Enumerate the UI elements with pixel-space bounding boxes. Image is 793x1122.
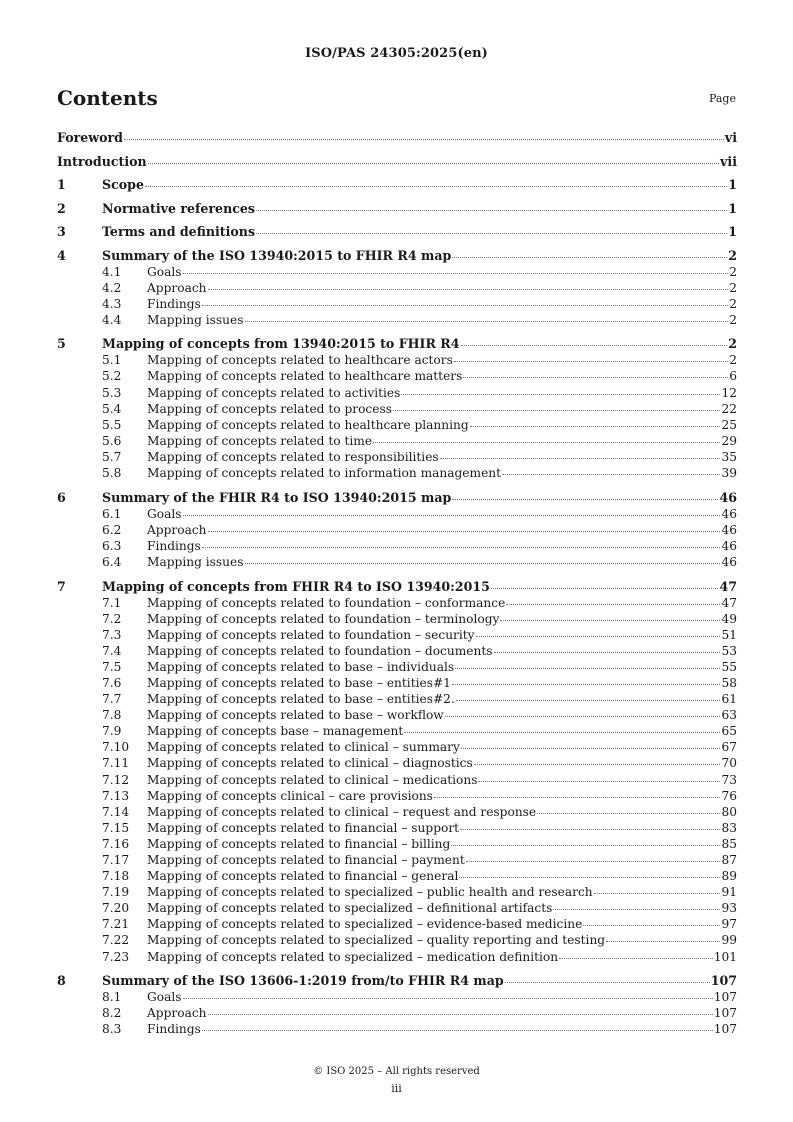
toc-entry[interactable] bbox=[57, 449, 737, 465]
toc-entry-number: 8.1 bbox=[102, 990, 122, 1005]
toc-entry-number: 6.1 bbox=[102, 506, 122, 521]
toc-entry-page: 107 bbox=[710, 973, 737, 989]
toc-entry-title: Mapping of concepts related to clinical – summary bbox=[147, 740, 460, 755]
toc-dot-leader bbox=[502, 473, 720, 475]
toc-entry-number: 7.17 bbox=[102, 853, 130, 867]
toc-entry-title: Goals bbox=[147, 990, 182, 1005]
toc-dot-leader bbox=[460, 828, 720, 830]
toc-entry[interactable] bbox=[57, 723, 737, 739]
toc-entry-number: 7.18 bbox=[102, 869, 130, 884]
toc-entry-title: Mapping of concepts from FHIR R4 to ISO 13940:2015 bbox=[102, 578, 490, 594]
toc-entry-page: 87 bbox=[721, 853, 737, 867]
toc-entry-title: Mapping of concepts related to clinical – request and response bbox=[147, 804, 537, 819]
toc-dot-leader bbox=[461, 344, 728, 346]
toc-entry-page: 107 bbox=[713, 990, 737, 1005]
toc-entry-number: 3 bbox=[57, 224, 66, 239]
toc-entry-number: 7.11 bbox=[102, 756, 130, 771]
toc-entry-number: 7.8 bbox=[102, 708, 122, 723]
toc-entry-number: 7.1 bbox=[102, 595, 122, 610]
toc-entry[interactable] bbox=[57, 130, 737, 154]
toc-entry-page: 55 bbox=[721, 659, 737, 674]
toc-entry-page: 97 bbox=[721, 917, 737, 932]
toc-entry-number: 8 bbox=[57, 973, 66, 989]
toc-entry-page: 25 bbox=[721, 417, 737, 432]
toc-entry-page: 2 bbox=[728, 247, 737, 263]
toc-entry[interactable] bbox=[57, 916, 737, 932]
toc-entry[interactable] bbox=[57, 201, 737, 225]
toc-entry[interactable] bbox=[57, 627, 737, 643]
toc-dot-leader bbox=[434, 796, 721, 798]
toc-entry-title: Goals bbox=[147, 264, 182, 279]
toc-dot-leader bbox=[404, 731, 720, 733]
toc-dot-leader bbox=[452, 683, 721, 685]
toc-entry-page: 89 bbox=[721, 869, 737, 884]
toc-entry-title: Goals bbox=[147, 506, 182, 521]
toc-entry-page: 76 bbox=[721, 788, 737, 803]
toc-entry-number: 6.4 bbox=[102, 554, 122, 569]
toc-entry-number: 7.5 bbox=[102, 659, 122, 674]
toc-entry-number: 4.2 bbox=[102, 280, 122, 295]
toc-entry-title: Mapping of concepts related to healthcare matters bbox=[147, 369, 463, 384]
toc-entry-page: 99 bbox=[721, 933, 737, 948]
toc-entry-title: Mapping of concepts related to base – entities#2. bbox=[147, 692, 455, 707]
toc-entry-title: Foreword bbox=[57, 130, 123, 145]
toc-entry-page: 1 bbox=[728, 224, 737, 239]
toc-entry-title: Mapping of concepts related to specialized – definitional artifacts bbox=[147, 901, 553, 916]
toc-entry[interactable] bbox=[57, 772, 737, 788]
toc-entry-number: 7.4 bbox=[102, 643, 122, 658]
toc-entry[interactable] bbox=[57, 336, 737, 352]
toc-entry-page: 46 bbox=[719, 489, 737, 505]
toc-entry-number: 6.3 bbox=[102, 538, 122, 553]
toc-entry[interactable] bbox=[57, 312, 737, 337]
toc-dot-leader bbox=[454, 360, 728, 362]
toc-entry-number: 1 bbox=[57, 177, 66, 192]
toc-dot-leader bbox=[500, 619, 720, 621]
toc-entry-page: 29 bbox=[721, 433, 737, 448]
toc-entry-number: 7.22 bbox=[102, 933, 130, 948]
toc-entry-title: Mapping of concepts related to time bbox=[147, 433, 373, 448]
toc-dot-leader bbox=[148, 162, 719, 164]
toc-entry-page: 12 bbox=[721, 385, 737, 400]
toc-entry[interactable] bbox=[57, 949, 737, 974]
toc-entry[interactable] bbox=[57, 659, 737, 675]
toc-entry[interactable] bbox=[57, 280, 737, 296]
toc-entry[interactable] bbox=[57, 932, 737, 948]
toc-dot-leader bbox=[452, 498, 718, 500]
toc-entry-title: Findings bbox=[147, 538, 201, 553]
toc-dot-leader bbox=[491, 587, 719, 589]
toc-entry-title: Normative references bbox=[102, 200, 256, 216]
toc-dot-leader bbox=[145, 185, 727, 187]
toc-entry[interactable] bbox=[57, 989, 737, 1005]
toc-entry-number: 7.13 bbox=[102, 788, 130, 803]
toc-entry[interactable] bbox=[57, 900, 737, 916]
toc-dot-leader bbox=[202, 546, 721, 548]
toc-entry-page: 46 bbox=[721, 538, 737, 553]
toc-entry-number: 5.3 bbox=[102, 385, 122, 400]
toc-entry-page: vi bbox=[724, 130, 737, 145]
toc-entry[interactable] bbox=[57, 433, 737, 449]
toc-dot-leader bbox=[594, 892, 721, 894]
toc-entry-page: 2 bbox=[729, 296, 737, 311]
toc-entry-page: 63 bbox=[721, 708, 737, 723]
toc-dot-leader bbox=[456, 699, 721, 701]
toc-entry-page: 46 bbox=[721, 522, 737, 537]
page-number: iii bbox=[391, 1082, 402, 1095]
toc-dot-leader bbox=[463, 376, 728, 378]
toc-entry-number: 8.2 bbox=[102, 1006, 122, 1021]
toc-dot-leader bbox=[183, 272, 729, 274]
toc-entry-title: Scope bbox=[102, 177, 144, 192]
toc-entry-page: 65 bbox=[721, 724, 737, 739]
toc-entry-title: Mapping of concepts related to foundation – conformance bbox=[147, 595, 506, 610]
toc-entry-title: Findings bbox=[147, 1022, 201, 1037]
toc-entry-title: Mapping of concepts related to foundation – security bbox=[147, 627, 475, 642]
toc-entry-title: Mapping of concepts related to responsibilities bbox=[147, 449, 439, 464]
toc-entry[interactable] bbox=[57, 643, 737, 659]
toc-entry-number: 7.21 bbox=[102, 917, 130, 932]
toc-entry-page: 2 bbox=[729, 280, 737, 295]
toc-dot-leader bbox=[470, 425, 721, 427]
toc-entry[interactable] bbox=[57, 385, 737, 401]
toc-entry-page: 6 bbox=[729, 369, 737, 384]
toc-entry[interactable] bbox=[57, 1021, 737, 1037]
toc-entry-number: 4.1 bbox=[102, 264, 122, 279]
toc-entry-title: Introduction bbox=[57, 153, 147, 169]
toc-entry-number: 5.2 bbox=[102, 369, 122, 384]
toc-entry-page: 2 bbox=[729, 264, 737, 279]
toc-entry[interactable] bbox=[57, 611, 737, 627]
toc-entry[interactable] bbox=[57, 368, 737, 384]
toc-entry[interactable] bbox=[57, 707, 737, 723]
toc-entry[interactable] bbox=[57, 224, 737, 248]
toc-dot-leader bbox=[476, 635, 721, 637]
toc-entry-title: Mapping of concepts related to activities bbox=[147, 385, 401, 400]
toc-entry-title: Mapping of concepts related to specialized – medication definition bbox=[147, 949, 559, 964]
toc-entry-title: Mapping issues bbox=[147, 554, 244, 569]
toc-entry-number: 7.12 bbox=[102, 772, 130, 787]
toc-entry[interactable] bbox=[57, 675, 737, 691]
toc-dot-leader bbox=[474, 763, 721, 765]
toc-entry[interactable] bbox=[57, 154, 737, 178]
toc-dot-leader bbox=[256, 232, 727, 234]
toc-dot-leader bbox=[208, 1013, 713, 1015]
toc-entry-title: Mapping of concepts related to financial – support bbox=[147, 820, 460, 835]
toc-entry-title: Mapping issues bbox=[147, 312, 244, 327]
toc-entry-page: 93 bbox=[721, 901, 737, 916]
toc-dot-leader bbox=[373, 441, 720, 443]
toc-entry-number: 4 bbox=[57, 247, 66, 263]
toc-entry-page: 80 bbox=[721, 804, 737, 819]
toc-entry-page: 85 bbox=[721, 836, 737, 851]
toc-entry[interactable] bbox=[57, 884, 737, 900]
toc-entry[interactable] bbox=[57, 595, 737, 611]
toc-dot-leader bbox=[461, 747, 721, 749]
toc-entry-title: Mapping of concepts clinical – care provisions bbox=[147, 788, 433, 803]
toc-entry-number: 5 bbox=[57, 336, 66, 352]
toc-entry-title: Mapping of concepts related to process bbox=[147, 401, 392, 416]
toc-entry-title: Terms and definitions bbox=[102, 224, 256, 239]
toc-entry[interactable] bbox=[57, 538, 737, 554]
toc-entry-page: 107 bbox=[713, 1022, 737, 1037]
toc-entry-title: Mapping of concepts related to information management bbox=[147, 466, 502, 481]
toc-entry-page: 2 bbox=[728, 336, 737, 352]
toc-entry[interactable] bbox=[57, 296, 737, 312]
toc-dot-leader bbox=[124, 138, 724, 140]
toc-entry-title: Mapping of concepts related to financial – payment bbox=[147, 853, 465, 867]
toc-entry[interactable] bbox=[57, 554, 737, 579]
toc-entry-title: Mapping of concepts related to specialized – quality reporting and testing bbox=[147, 933, 606, 948]
toc-entry-title: Mapping of concepts related to foundation – documents bbox=[147, 643, 493, 658]
toc-entry-page: 22 bbox=[721, 401, 737, 416]
toc-entry-number: 5.4 bbox=[102, 401, 122, 416]
toc-dot-leader bbox=[393, 409, 721, 411]
toc-entry-number: 5.5 bbox=[102, 417, 122, 432]
toc-entry[interactable] bbox=[57, 804, 737, 820]
toc-entry-title: Mapping of concepts related to clinical – medications bbox=[147, 772, 478, 787]
toc-entry-number: 7.23 bbox=[102, 949, 130, 964]
toc-entry-title: Mapping of concepts related to specialized – evidence-based medicine bbox=[147, 917, 583, 932]
toc-entry[interactable] bbox=[57, 739, 737, 755]
toc-dot-leader bbox=[256, 209, 727, 211]
toc-entry-title: Mapping of concepts related to clinical – diagnostics bbox=[147, 756, 473, 771]
toc-entry[interactable] bbox=[57, 522, 737, 538]
toc-entry[interactable] bbox=[57, 691, 737, 707]
toc-entry-number: 5.7 bbox=[102, 449, 122, 464]
toc-dot-leader bbox=[505, 981, 710, 983]
toc-entry[interactable] bbox=[57, 264, 737, 280]
toc-dot-leader bbox=[455, 667, 720, 669]
toc-dot-leader bbox=[245, 320, 729, 322]
toc-entry-title: Summary of the ISO 13940:2015 to FHIR R4 map bbox=[102, 247, 452, 263]
toc-entry-title: Mapping of concepts base – management bbox=[147, 724, 404, 739]
toc-dot-leader bbox=[559, 957, 713, 959]
toc-dot-leader bbox=[506, 603, 720, 605]
toc-entry-page: 35 bbox=[721, 449, 737, 464]
toc-entry-number: 7.6 bbox=[102, 675, 122, 690]
toc-dot-leader bbox=[183, 997, 713, 999]
toc-dot-leader bbox=[494, 651, 721, 653]
toc-entry-number: 5.8 bbox=[102, 466, 122, 481]
toc-entry-page: 49 bbox=[721, 611, 737, 626]
toc-entry-number: 5.6 bbox=[102, 433, 122, 448]
toc-entry-page: 107 bbox=[713, 1006, 737, 1021]
toc-entry-page: 61 bbox=[721, 692, 737, 707]
toc-dot-leader bbox=[208, 530, 721, 532]
toc-entry-title: Findings bbox=[147, 296, 201, 311]
toc-dot-leader bbox=[401, 393, 720, 395]
toc-entry-title: Summary of the FHIR R4 to ISO 13940:2015 map bbox=[102, 489, 452, 505]
toc-entry-number: 7.2 bbox=[102, 611, 122, 626]
toc-dot-leader bbox=[452, 256, 727, 258]
table-of-contents bbox=[57, 130, 737, 1037]
toc-entry-title: Summary of the ISO 13606-1:2019 from/to FHIR R4 map bbox=[102, 973, 504, 989]
toc-entry-number: 4.3 bbox=[102, 296, 122, 311]
toc-entry-title: Mapping of concepts related to base – individuals bbox=[147, 659, 455, 674]
toc-entry-number: 7.15 bbox=[102, 820, 130, 835]
toc-dot-leader bbox=[583, 924, 720, 926]
toc-dot-leader bbox=[459, 876, 720, 878]
toc-dot-leader bbox=[466, 860, 721, 862]
toc-dot-leader bbox=[202, 1029, 713, 1031]
toc-entry[interactable] bbox=[57, 352, 737, 368]
toc-entry-number: 7.9 bbox=[102, 724, 122, 739]
toc-entry-page: 70 bbox=[721, 756, 737, 771]
toc-entry[interactable] bbox=[57, 490, 737, 506]
toc-dot-leader bbox=[451, 844, 720, 846]
toc-entry-page: 67 bbox=[721, 740, 737, 755]
toc-entry-page: 51 bbox=[721, 627, 737, 642]
toc-dot-leader bbox=[245, 562, 721, 564]
toc-entry-page: 53 bbox=[721, 643, 737, 658]
toc-entry[interactable] bbox=[57, 1005, 737, 1021]
toc-dot-leader bbox=[537, 812, 720, 814]
toc-entry-page: 101 bbox=[713, 949, 737, 964]
toc-entry-page: 2 bbox=[729, 312, 737, 327]
toc-dot-leader bbox=[445, 715, 721, 717]
toc-dot-leader bbox=[606, 940, 720, 942]
toc-entry[interactable] bbox=[57, 401, 737, 417]
toc-entry-page: 1 bbox=[728, 200, 737, 216]
toc-entry-number: 6.2 bbox=[102, 522, 122, 537]
toc-entry-page: 73 bbox=[721, 772, 737, 787]
toc-entry-title: Mapping of concepts from 13940:2015 to FHIR R4 bbox=[102, 336, 460, 352]
toc-entry[interactable] bbox=[57, 788, 737, 804]
toc-entry-page: 39 bbox=[721, 466, 737, 481]
copyright-notice: © ISO 2025 – All rights reserved bbox=[313, 1066, 480, 1077]
toc-dot-leader bbox=[440, 457, 721, 459]
toc-entry-title: Mapping of concepts related to base – entities#1 bbox=[147, 675, 451, 690]
contents-title: Contents bbox=[57, 86, 158, 110]
toc-entry-number: 7.14 bbox=[102, 804, 130, 819]
toc-entry-title: Mapping of concepts related to financial – general bbox=[147, 869, 459, 884]
toc-entry-title: Mapping of concepts related to financial – billing bbox=[147, 836, 451, 851]
toc-entry-title: Mapping of concepts related to foundation – terminology bbox=[147, 611, 500, 626]
toc-entry-number: 7.19 bbox=[102, 885, 130, 900]
toc-entry-page: 1 bbox=[728, 177, 737, 192]
toc-entry-page: 47 bbox=[719, 578, 737, 594]
toc-entry-number: 6 bbox=[57, 489, 66, 505]
toc-entry-title: Mapping of concepts related to healthcare planning bbox=[147, 417, 469, 432]
toc-entry-page: 2 bbox=[729, 353, 737, 368]
toc-entry[interactable] bbox=[57, 465, 737, 490]
toc-entry[interactable] bbox=[57, 506, 737, 522]
toc-entry[interactable] bbox=[57, 177, 737, 201]
toc-entry-page: 91 bbox=[721, 885, 737, 900]
toc-entry[interactable] bbox=[57, 417, 737, 433]
toc-entry-title: Mapping of concepts related to specialized – public health and research bbox=[147, 885, 593, 900]
toc-entry-title: Mapping of concepts related to base – workflow bbox=[147, 708, 444, 723]
toc-entry-title: Approach bbox=[147, 1006, 207, 1021]
toc-entry[interactable] bbox=[57, 852, 737, 868]
toc-entry-number: 7.20 bbox=[102, 901, 130, 916]
toc-dot-leader bbox=[202, 304, 728, 306]
toc-entry-page: 47 bbox=[721, 595, 737, 610]
toc-entry-page: 46 bbox=[721, 554, 737, 569]
toc-entry[interactable] bbox=[57, 755, 737, 771]
toc-entry-number: 7.10 bbox=[102, 740, 130, 755]
toc-entry[interactable] bbox=[57, 973, 737, 989]
toc-entry[interactable] bbox=[57, 248, 737, 264]
toc-entry-number: 2 bbox=[57, 200, 66, 216]
toc-entry[interactable] bbox=[57, 868, 737, 884]
toc-entry-page: 83 bbox=[721, 820, 737, 835]
toc-dot-leader bbox=[553, 908, 720, 910]
toc-entry-number: 7.3 bbox=[102, 627, 122, 642]
toc-dot-leader bbox=[183, 514, 721, 516]
toc-entry-number: 7.7 bbox=[102, 692, 122, 707]
toc-entry-page: 58 bbox=[721, 675, 737, 690]
toc-entry-title: Approach bbox=[147, 522, 207, 537]
toc-entry-page: 46 bbox=[721, 506, 737, 521]
toc-entry-number: 7.16 bbox=[102, 836, 130, 851]
toc-dot-leader bbox=[208, 288, 729, 290]
toc-entry[interactable] bbox=[57, 836, 737, 852]
toc-entry-number: 5.1 bbox=[102, 353, 122, 368]
document-header: ISO/PAS 24305:2025(en) bbox=[305, 46, 488, 61]
toc-entry[interactable] bbox=[57, 820, 737, 836]
toc-entry-number: 8.3 bbox=[102, 1022, 122, 1037]
toc-entry-number: 7 bbox=[57, 578, 66, 594]
toc-dot-leader bbox=[478, 780, 720, 782]
page-column-label: Page bbox=[708, 92, 736, 105]
toc-entry-number: 4.4 bbox=[102, 312, 122, 327]
toc-entry-page: vii bbox=[720, 153, 737, 169]
toc-entry[interactable] bbox=[57, 579, 737, 595]
toc-entry-title: Approach bbox=[147, 280, 207, 295]
toc-entry-title: Mapping of concepts related to healthcare actors bbox=[147, 353, 453, 368]
